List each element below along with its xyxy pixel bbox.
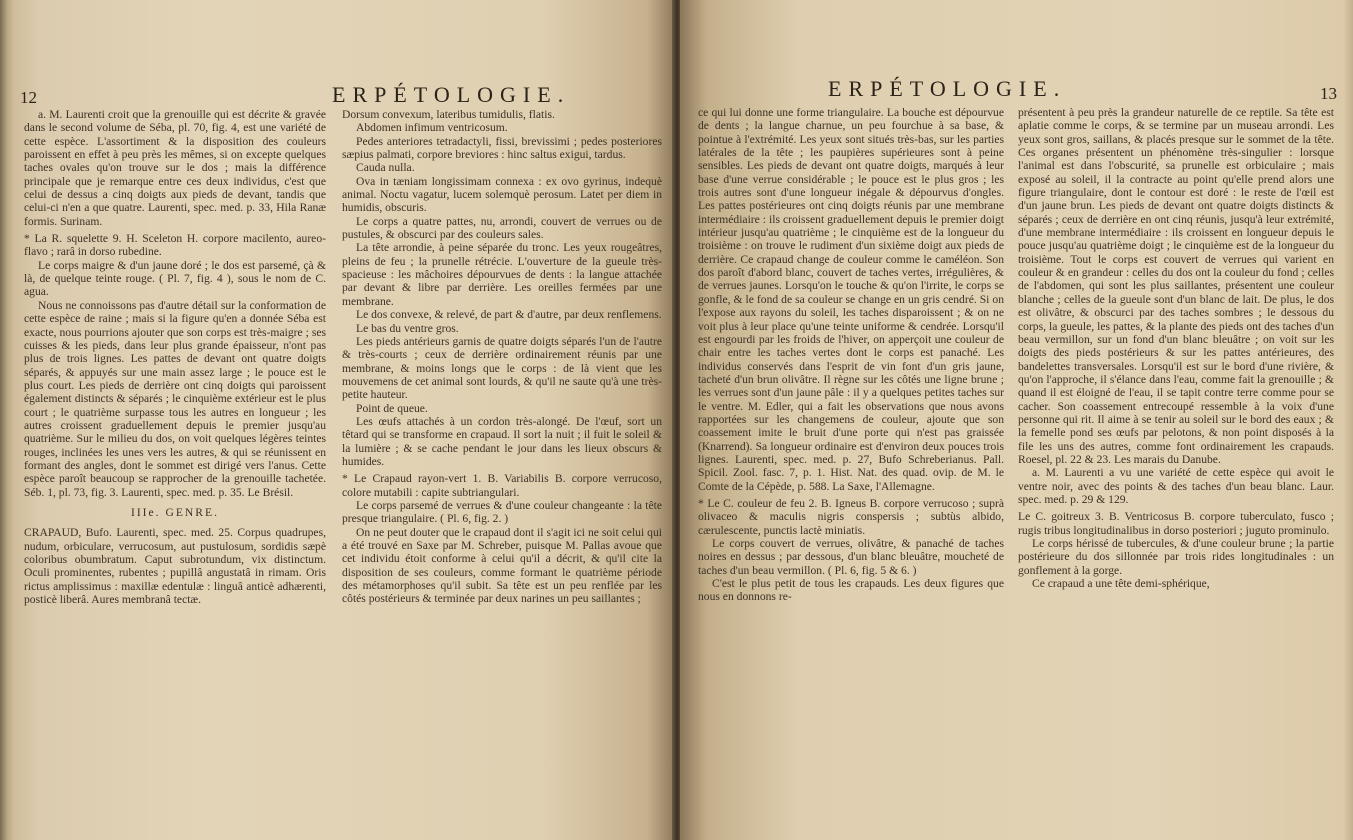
paragraph: présentent à peu près la grandeur naturelle de ce reptile. Sa tête est aplatie comme le corps, & se termine par un museau arrondi. Les yeux sont gros, saillans, & placés presque sur le sommet de la tête. Ces organes présentent un phénomène très-singulier : lorsque l'animal est dans l'obscurité, sa prunelle est orbiculaire ; mais exposé au soleil, il la contracte au point qu'elle prend alors une figure triangulaire, dont le contour est doré : le reste de l'œil est d'un jaune brun. Les pieds de devant ont quatre doigts distincts & séparés ; ceux de derrière en ont cinq réunis, jusqu'à leur extrémité, d'une membrane intermédiaire : ils croissent en longueur depuis le pouce jusqu'au quatrième doigt ; le cinquième est de la longueur du troisième. Tout le corps est couvert de verrues qui varient en couleur & en grandeur : celles du dos ont la couleur du fond ; celles de l'abdomen, qui sont les plus saillantes, présentent une couleur blanche ; celles de la gueule sont d'un blanc de lait. De plus, le dos est olivâtre, & obscurci par des taches sombres ; le dessous du corps, la gueule, les pattes, & la plante des pieds ont des taches d'un beau vermillon, sur un fond d'un blanc bleuâtre ; on voit sur les doigts des pieds postérieurs & sur les pattes antérieures, des bandelettes transversales. Lorsqu'il est sur le bord d'une rivière, & qu'on l'approche, il s'élance dans l'eau, comme fait la grenouille ; & quand il est éloigné de l'eau, il se tapit contre terre comme pour se cacher. Son coassement entrecoupé ressemble à la voix d'une personne qui rit. Il aime à se tenir au soleil sur le bord des eaux ; & la femelle pond ses œufs par pelotons, & non point disposés à la file les uns des autres, comme font ordinairement les crapauds. Roesel, pl. 22 & 23. Les marais du Danube. [1018,106,1334,466]
paragraph: On ne peut douter que le crapaud dont il s'agit ici ne soit celui qui a été trouvé en Saxe par M. Schreber, puisque M. Pallas avoue que cet individu étoit conforme à celui qu'il a décrit, & qu'il cite la disposition de ses couleurs, comme formant le quatrième période des métamorphoses qu'il subit. Sa tête est un peu renflée par les côtés postérieurs & terminée par deux narines un peu saillantes ; [342,525,662,606]
paragraph: C'est le plus petit de tous les crapauds. Les deux figures que nous en donnons re- [698,577,1004,604]
page-edge [0,0,14,840]
paragraph: ce qui lui donne une forme triangulaire. La bouche est dépourvue de dents ; la langue charnue, un peu fourchue à sa base, & pointue à l'extrémité. Les yeux sont situés très-bas, sur les parties latérales de la tête ; les paupières supérieures sont à peine sensibles. Les pieds de devant ont quatre doigts, marqués à leur base d'une verrue considérable ; le pouce est le plus gros ; les trois autres sont d'une longueur inégale & dépourvus d'ongles. Les pattes postérieures ont cinq doigts réunis par une membrane intermédiaire : ils croissent graduellement depuis le premier doigt intérieur jusqu'au quatrième ; le cinquième est de la longueur du troisième : on trouve le rudiment d'un sixième doigt aux pieds de derrière. Ce crapaud change de couleur comme le caméléon. Son dos paroît d'abord blanc, couvert de taches vertes, irrégulières, & de verrues jaunes. Lorsqu'on le touche & qu'on l'irrite, le corps se gonfle, & le fond de sa couleur se change en un gris cendré. Si on l'expose aux rayons du soleil, les taches disparoissent ; & on ne voit plus à leur place qu'une teinte uniforme & cendrée. Lorsqu'il est engourdi par les froids de l'hiver, on apperçoit une couleur de chair entre les taches vertes dont le corps est panaché. Les individus conservés dans l'esprit de vin font d'un gris jaune, tacheté d'un brun olivâtre. Il règne sur les côtés une ligne brune ; les verrues sont d'un jaune pâle : il y a quelques petites taches sur le ventre. M. Edler, qui a fait les observations que nous avons rapportées sur les changemens de couleur, ajoute que son coassement imite le bruit d'une porte qui n'est pas graissée (Knarrend). Sa longueur ordinaire est d'environ deux pouces trois lignes. Laurenti, spec. med. p. 27, Bufo Schreberianus. Pall. Spicil. Zool. fasc. 7, p. 1. Hist. Nat. des quad. ovip. de M. le Comte de la Cépède, p. 588. La Saxe, l'Allemagne. [698,106,1004,493]
text-column-right [342,108,662,836]
running-head: ERPÉTOLOGIE. [332,82,571,107]
paragraph: La tête arrondie, à peine séparée du tronc. Les yeux rougeâtres, pleins de feu ; la prunelle rétrécie. L'ouverture de la gueule très-spacieuse : les mâchoires dépourvues de dents : la langue attachée par devant & libre par derrière. Les oreilles fermées par une membrane. [342,241,662,308]
paragraph: Cauda nulla. [356,161,415,175]
section-heading: IIIe. GENRE. [130,505,220,519]
paragraph: Ce crapaud a une tête demi-sphérique, [1032,577,1210,591]
entry-heading: * Le C. couleur de feu 2. B. Igneus B. corpore verrucoso ; suprà olivaceo & maculis nigris conspersis ; subtùs albido, cærulescente, punctis lactè miniatis. [698,496,1004,537]
left-page [0,0,674,840]
entry-heading: * Le Crapaud rayon-vert 1. B. Variabilis B. corpore verrucoso, colore mutabili : capite subtriangulari. [342,472,662,499]
paragraph: Point de queue. [356,401,428,415]
right-page [680,0,1353,840]
running-head: ERPÉTOLOGIE. [828,76,1067,101]
paragraph: Dorsum convexum, lateribus tumidulis, flatis. [342,108,555,121]
paragraph: Abdomen infimum ventricosum. [356,121,508,135]
paragraph: Les pieds antérieurs garnis de quatre doigts séparés l'un de l'autre & très-courts ; ceux de derrière ordinairement réunis par une membrane, & moins longs que le corps : de là vient que les mouvemens de cet animal sont lourds, & qu'il ne saute qu'à une très-petite hauteur. [342,334,662,402]
paragraph: Ova in tæniam longissimam connexa : ex ovo gyrinus, indequè animal. Noctu vagatur, lucem solemquè perosum. Latet per diem in humidis, obscuris. [342,174,662,215]
paragraph: Le corps couvert de verrues, olivâtre, & panaché de taches noires en dessus ; par dessous, d'un blanc bleuâtre, moucheté de taches d'un beau vermillon. ( Pl. 6, fig. 5 & 6. ) [698,537,1004,577]
text-column-left [698,106,1004,836]
paragraph: Pedes anteriores tetradactyli, fissi, brevissimi ; pedes posteriores sæpius palmati, corpore breviores : hinc saltus exigui, tardus. [342,134,662,162]
entry-heading: CRAPAUD, Bufo. Laurenti, spec. med. 25. Corpus quadrupes, nudum, orbiculare, verrucosum, aut pustulosum, sordidis sæpè coloribus obumbratum. Caput subrotundum, vix distinctum. Oculi prominentes, rubentes ; pupillâ angustatâ in rimam. Oris rictus amplissimus : maxillæ edentulæ : linguâ anticè adhærenti, posticè liberâ. Aures membranâ tectæ. [24,526,326,607]
paragraph: Les œufs attachés à un cordon très-alongé. De l'œuf, sort un têtard qui se transforme en crapaud. Il sort la nuit ; il fuit le soleil & la lumière ; & se cache pendant le jour dans les lieux obscurs & humides. [342,414,662,468]
paragraph: a. M. Laurenti croit que la grenouille qui est décrite & gravée dans le second volume de Séba, pl. 70, fig. 4, est une variété de cette espèce. L'assortiment & la disposition des couleurs paroissent en effet à peu près les mêmes, si on excepte quelques taches ovales qu'on trouve sur le dos ; mais la différence principale que je remarque entre ces deux individus, c'est que celui de dessus a cinq doigts aux pieds de devant, tandis que celui-ci n'en a que quatre. Laurenti, spec. med. p. 33, Hila Ranæ formis. Surinam. [24,108,326,228]
paragraph: Nous ne connoissons pas d'autre détail sur la conformation de cette espèce de raine ; mais si la figure qu'en a donnée Séba est exacte, nous pourrions ajouter que son corps est très-maigre ; ses cuisses & les pieds, dans leur plus grande épaisseur, n'ont pas plus de trois lignes. Les pattes de devant ont quatre doigts séparés, & appuyés sur une main assez large ; le pouce est le plus court. Les pieds de derrière ont cinq doigts qui paroissent également distincts & séparés ; le cinquième extérieur est le plus court ; le quatrième surpasse tous les autres en longueur ; les autres croissent graduellement depuis le premier jusqu'au quatrième. Sur le milieu du dos, on voit quelques légères teintes rouges, inclinées les unes vers les autres, & qui se réunissent en formant des angles, dont le sommet est dirigé vers l'anus. Cette espèce paroît beaucoup se rapprocher de la grenouille tachetée. Séb. 1, pl. 73, fig. 3. Laurenti, spec. med. p. 35. Le Brésil. [24,298,326,499]
paragraph: Le corps parsemé de verrues & d'une couleur changeante : la tête presque triangulaire. ( Pl. 6, fig. 2. ) [342,498,662,526]
page-number: 12 [20,88,37,107]
text-column-right [1018,106,1334,836]
paragraph: Le bas du ventre gros. [356,321,459,335]
paragraph: Le dos convexe, & relevé, de part & d'autre, par deux renflemens. [356,308,662,322]
paragraph: Le corps a quatre pattes, nu, arrondi, couvert de verrues ou de pustules, & obscurci par des couleurs sales. [342,214,662,242]
entry-heading: * La R. squelette 9. H. Sceleton H. corpore macilento, aureo-flavo ; rarâ in dorso rubedine. [24,232,326,259]
entry-heading: Le C. goitreux 3. B. Ventricosus B. corpore tuberculato, fusco ; rugis tribus longitudinalibus in dorso posteriori ; juguto prominulo. [1018,510,1334,537]
page-number: 13 [1320,84,1337,103]
text-column-left [24,108,326,836]
paragraph: Le corps maigre & d'un jaune doré ; le dos est parsemé, çà & là, de quelque teinte rouge. ( Pl. 7, fig. 4 ), sous le nom de C. agua. [24,258,326,299]
paragraph: Le corps hérissé de tubercules, & d'une couleur brune ; la partie postérieure du dos sillonnée par trois rides longitudinales : un gonflement à la gorge. [1018,537,1334,577]
paragraph: a. M. Laurenti a vu une variété de cette espèce qui avoit le ventre noir, avec des points & des taches d'un beau blanc. Laur. spec. med. p. 29 & 129. [1018,466,1334,506]
page-edge [1343,0,1353,840]
